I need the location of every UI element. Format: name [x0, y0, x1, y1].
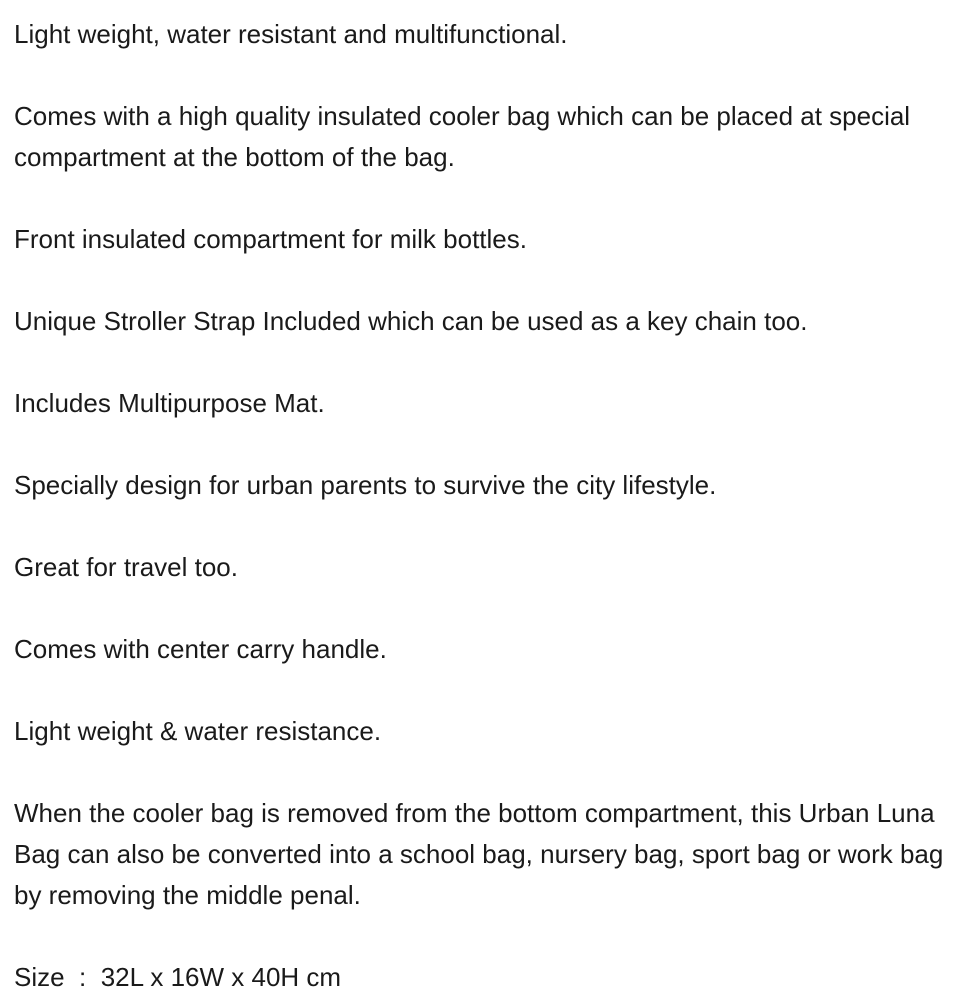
description-paragraph-water-resistance: Light weight & water resistance.	[14, 716, 382, 746]
product-description	[14, 14, 949, 998]
description-paragraph-carry-handle: Comes with center carry handle.	[14, 634, 387, 664]
description-paragraph-mat: Includes Multipurpose Mat.	[14, 388, 325, 418]
size-separator: :	[79, 962, 87, 992]
size-spec	[14, 957, 949, 998]
size-value: 32L x 16W x 40H cm	[100, 962, 342, 992]
description-paragraph-urban-parents: Specially design for urban parents to survive the city lifestyle.	[14, 470, 717, 500]
description-paragraph-stroller-strap: Unique Stroller Strap Included which can be used as a key chain too.	[14, 306, 808, 336]
description-paragraph-lightweight: Light weight, water resistant and multifunctional.	[14, 19, 568, 49]
description-paragraph-front-compartment: Front insulated compartment for milk bottles.	[14, 224, 527, 254]
description-paragraph-cooler-bag: Comes with a high quality insulated cooler bag which can be placed at special compartment at the bottom of the bag.	[14, 101, 911, 172]
size-label: Size	[14, 962, 65, 992]
description-paragraph-convertible: When the cooler bag is removed from the bottom compartment, this Urban Luna Bag can also be converted into a school bag, nursery bag, sport bag or work bag by removing the middle penal.	[14, 798, 944, 910]
description-paragraph-travel: Great for travel too.	[14, 552, 238, 582]
